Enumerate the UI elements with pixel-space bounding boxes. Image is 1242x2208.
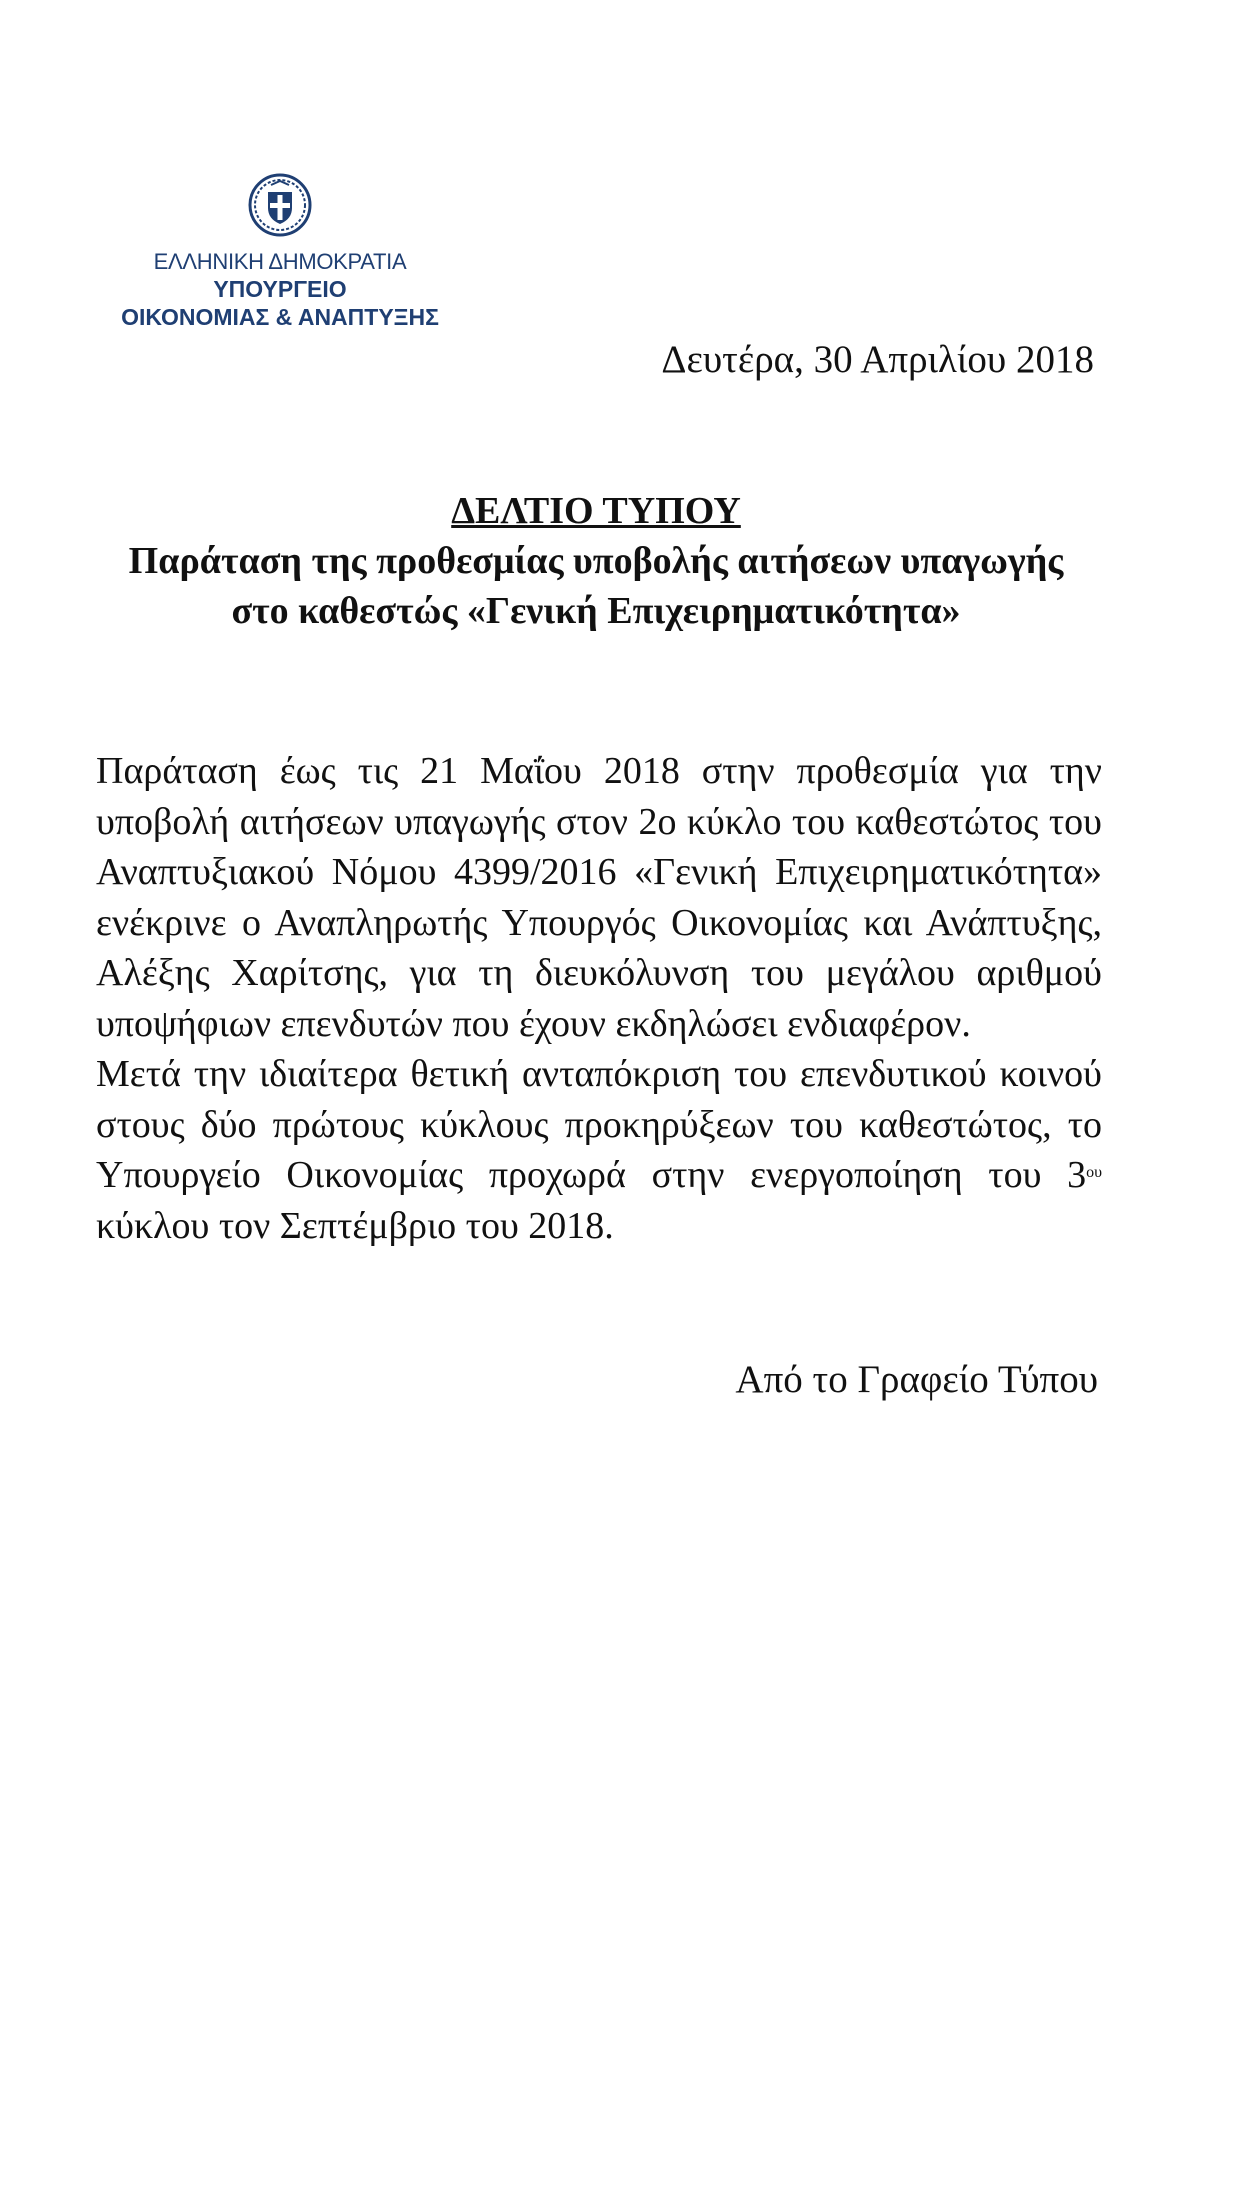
signature: Από το Γραφείο Τύπου bbox=[735, 1358, 1098, 1401]
body-paragraph-2-start: Μετά την ιδιαίτερα θετική ανταπόκριση του επενδυτικού κοινού στους δύο πρώτους κύκλους προκηρύξεων του καθεστώτος, το Υπουργείο Οικονομίας προχωρά στην ενεργοποίηση του 3 bbox=[96, 1053, 1102, 1196]
title-block bbox=[96, 486, 1096, 636]
ministry-logo bbox=[100, 172, 460, 331]
logo-ministry-name-text: ΟΙΚΟΝΟΜΙΑΣ & ΑΝΑΠΤΥΞΗΣ bbox=[121, 304, 439, 330]
headline: Παράταση της προθεσμίας υποβολής αιτήσεων υπαγωγής bbox=[128, 540, 1064, 582]
document-date: Δευτέρα, 30 Απριλίου 2018 bbox=[661, 338, 1094, 381]
body-text bbox=[96, 746, 1102, 1251]
body-paragraph-2 bbox=[96, 1049, 1102, 1251]
headline-line2: στο καθεστώς «Γενική Επιχειρηματικότητα» bbox=[231, 590, 961, 632]
logo-republic-text: ΕΛΛΗΝΙΚΗ ΔΗΜΟΚΡΑΤΙΑ bbox=[153, 249, 407, 274]
logo-ministry-text: ΥΠΟΥΡΓΕΙΟ bbox=[213, 276, 347, 302]
body-paragraph-1: Παράταση έως τις 21 Μαΐου 2018 στην προθεσμία για την υποβολή αιτήσεων υπαγωγής στον 2ο κύκλο του καθεστώτος του Αναπτυξιακού Νόμου 4399/2016 «Γενική Επιχειρηματικότητα» ενέκρινε ο Αναπληρωτής Υπουργός Οικονομίας και Ανάπτυξης, Αλέξης Χαρίτσης, για τη διευκόλυνση του μεγάλου αριθμού υποψήφιων επενδυτών που έχουν εκδηλώσει ενδιαφέρον. bbox=[96, 750, 1102, 1045]
ordinal-superscript: ου bbox=[1086, 1164, 1102, 1181]
body-paragraph-2-end: κύκλου τον Σεπτέμβριο του 2018. bbox=[96, 1204, 614, 1247]
press-release-label: ΔΕΛΤΙΟ ΤΥΠΟΥ bbox=[451, 490, 741, 532]
greek-coat-of-arms-icon bbox=[247, 172, 313, 238]
